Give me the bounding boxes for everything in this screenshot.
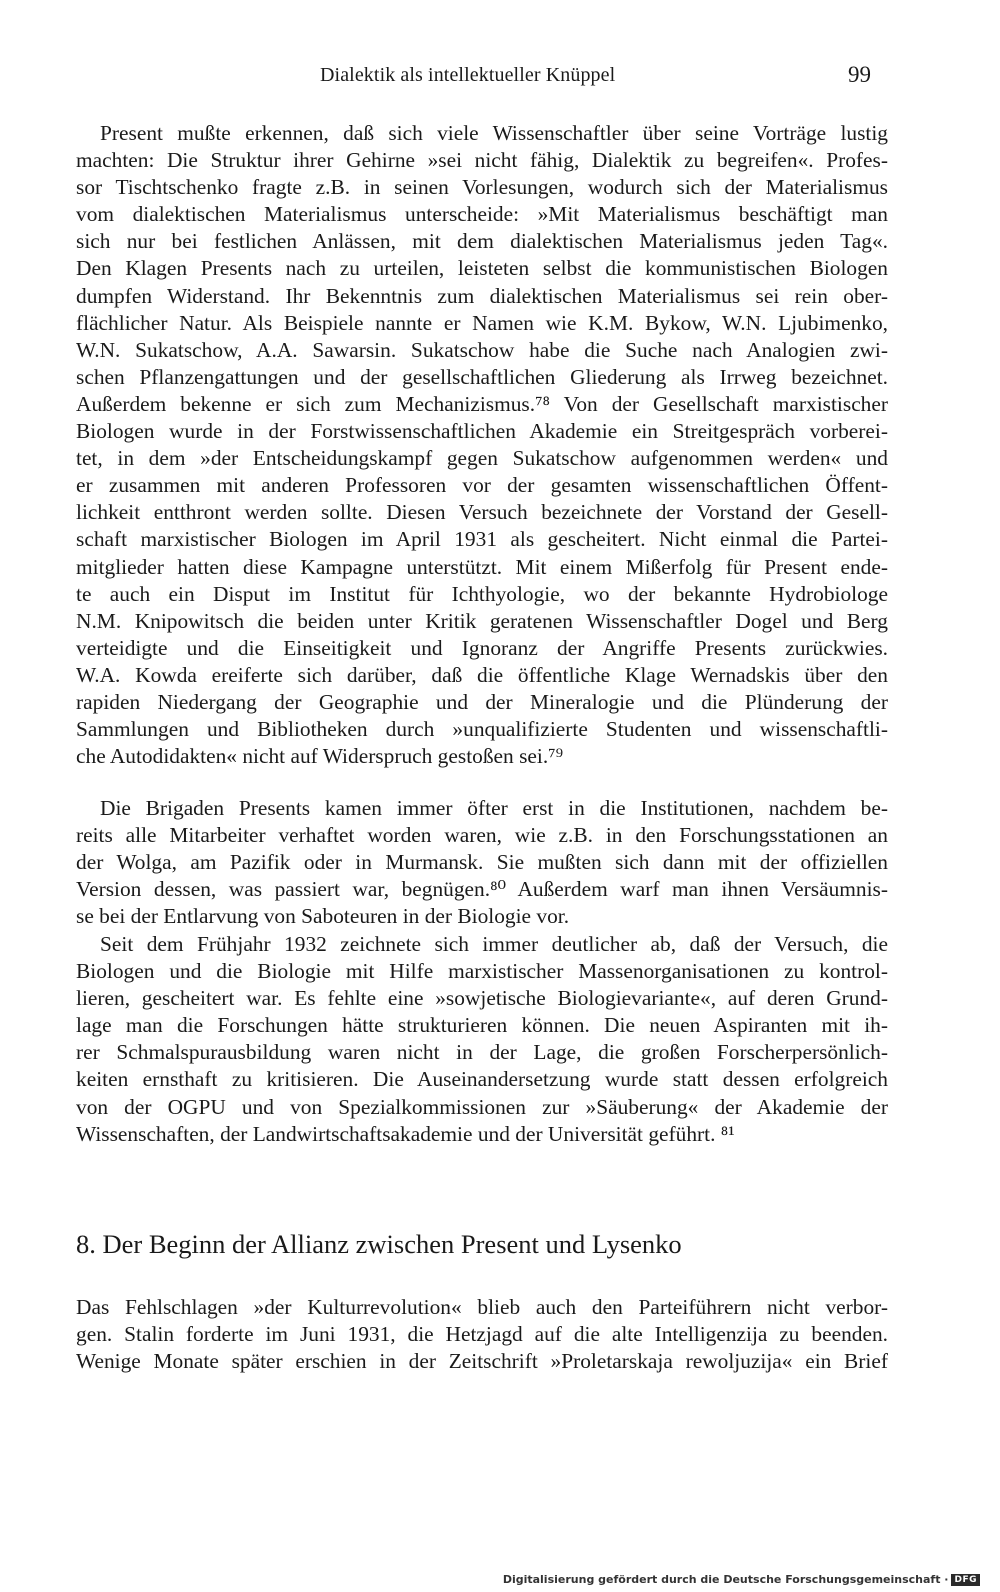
text-line: Den Klagen Presents nach zu urteilen, leisteten selbst die kommunistischen Biologen xyxy=(76,256,888,281)
text-line: te auch ein Disput im Institut für Ichthyologie, wo der bekannte Hydrobiologe xyxy=(76,581,888,606)
text-line: rapiden Niedergang der Geographie und der Mineralogie und die Plünderung der xyxy=(76,689,888,714)
text-line: er zusammen mit anderen Professoren vor der gesamten wissenschaftlichen Öffent- xyxy=(76,473,888,498)
text-line: Biologen wurde in der Forstwissenschaftlichen Akademie ein Streitgespräch vorberei- xyxy=(76,419,888,444)
dfg-logo: DFG xyxy=(951,1574,980,1586)
text-line: Wissenschaften, der Landwirtschaftsakademie und der Universität geführt. ⁸¹ xyxy=(76,1121,735,1146)
text-line: mitglieder hatten diese Kampagne unterstützt. Mit einem Mißerfolg für Present ende- xyxy=(76,554,888,579)
section-heading: 8. Der Beginn der Allianz zwischen Present und Lysenko xyxy=(76,1229,682,1259)
text-line: reits alle Mitarbeiter verhaftet worden waren, wie z.B. in den Forschungsstationen an xyxy=(76,823,888,848)
paragraph-2 xyxy=(76,795,888,930)
text-line: sich nur bei festlichen Anlässen, mit dem dialektischen Materialismus jeden Tag«. xyxy=(76,229,888,254)
section-paragraph xyxy=(76,1294,888,1375)
text-line: Die Brigaden Presents kamen immer öfter erst in die Institutionen, nachdem be- xyxy=(100,796,888,820)
text-line: lichkeit entthront werden sollte. Diesen Versuch bezeichnete der Vorstand der Gesell- xyxy=(76,500,888,525)
text-line: tet, in dem »der Entscheidungskampf gegen Sukatschow aufgenommen werden« und xyxy=(76,446,888,471)
text-line: schaft marxistischer Biologen im April 1931 als gescheitert. Nicht einmal die Partei- xyxy=(76,527,888,552)
text-line: machten: Die Struktur ihrer Gehirne »sei nicht fähig, Dialektik zu begreifen«. Profes- xyxy=(76,148,888,173)
text-line: flächlicher Natur. Als Beispiele nannte er Namen wie K.M. Bykow, W.N. Ljubimenko, xyxy=(76,310,888,335)
text-line: der Wolga, am Pazifik oder in Murmansk. Sie mußten sich dann mit der offiziellen xyxy=(76,850,888,875)
text-line: sor Tischtschenko fragte z.B. in seinen Vorlesungen, wodurch sich der Materialismus xyxy=(76,175,888,200)
digitization-credit xyxy=(503,1573,980,1586)
text-line: N.M. Knipowitsch die beiden unter Kritik geratenen Wissenschaftler Dogel und Berg xyxy=(76,608,888,633)
text-line: von der OGPU und von Spezialkommissionen zur »Säuberung« der Akademie der xyxy=(76,1094,888,1119)
paragraph-1 xyxy=(76,120,888,770)
text-line: W.N. Sukatschow, A.A. Sawarsin. Sukatschow habe die Suche nach Analogien zwi- xyxy=(76,337,888,362)
text-line: se bei der Entlarvung von Saboteuren in der Biologie vor. xyxy=(76,904,570,929)
paragraph-3 xyxy=(76,931,888,1148)
text-line: Wenige Monate später erschien in der Zeitschrift »Proletarskaja rewoljuzija« ein Brief xyxy=(76,1349,888,1374)
text-line: Außerdem bekenne er sich zum Mechanizismus.⁷⁸ Von der Gesellschaft marxistischer xyxy=(76,391,888,416)
text-line: Present mußte erkennen, daß sich viele Wissenschaftler über seine Vorträge lustig xyxy=(100,121,888,145)
text-line: Biologen und die Biologie mit Hilfe marxistischer Massenorganisationen zu kontrol- xyxy=(76,959,888,984)
text-line: Version dessen, was passiert war, begnügen.⁸⁰ Außerdem warf man ihnen Versäumnis- xyxy=(76,877,888,902)
running-header: Dialektik als intellektueller Knüppel xyxy=(320,64,616,86)
text-line: verteidigte und die Einseitigkeit und Ignoranz der Angriffe Presents zurückwies. xyxy=(76,635,888,660)
text-line: dumpfen Widerstand. Ihr Bekenntnis zum dialektischen Materialismus sei rein ober- xyxy=(76,283,888,308)
text-line: gen. Stalin forderte im Juni 1931, die Hetzjagd auf die alte Intelligenzija zu beenden. xyxy=(76,1322,888,1347)
text-line: lieren, gescheitert war. Es fehlte eine »sowjetische Biologievariante«, auf deren Grund- xyxy=(76,986,888,1011)
text-line: lage man die Forschungen hätte strukturieren können. Die neuen Aspiranten mit ih- xyxy=(76,1013,888,1038)
text-line: schen Pflanzengattungen und der gesellschaftlichen Gliederung als Irrweg bezeichnet. xyxy=(76,364,888,389)
text-line: che Autodidakten« nicht auf Widerspruch gestoßen sei.⁷⁹ xyxy=(76,744,564,769)
text-line: rer Schmalspurausbildung waren nicht in der Lage, die großen Forscherpersönlich- xyxy=(76,1040,888,1065)
text-line: Sammlungen und Bibliotheken durch »unqualifizierte Studenten und wissenschaftli- xyxy=(76,717,888,742)
text-line: vom dialektischen Materialismus unterscheide: »Mit Materialismus beschäftigt man xyxy=(76,202,888,227)
credit-text: Digitalisierung gefördert durch die Deutsche Forschungsgemeinschaft · xyxy=(502,1573,949,1586)
text-line: keiten ernsthaft zu kritisieren. Die Auseinandersetzung wurde statt dessen erfolgreich xyxy=(76,1067,888,1092)
page-number: 99 xyxy=(848,62,871,87)
text-line: W.A. Kowda ereiferte sich darüber, daß die öffentliche Klage Wernadskis über den xyxy=(76,662,888,687)
text-line: Seit dem Frühjahr 1932 zeichnete sich immer deutlicher ab, daß der Versuch, die xyxy=(100,932,888,956)
text-line: Das Fehlschlagen »der Kulturrevolution« blieb auch den Parteiführern nicht verbor- xyxy=(76,1295,888,1319)
